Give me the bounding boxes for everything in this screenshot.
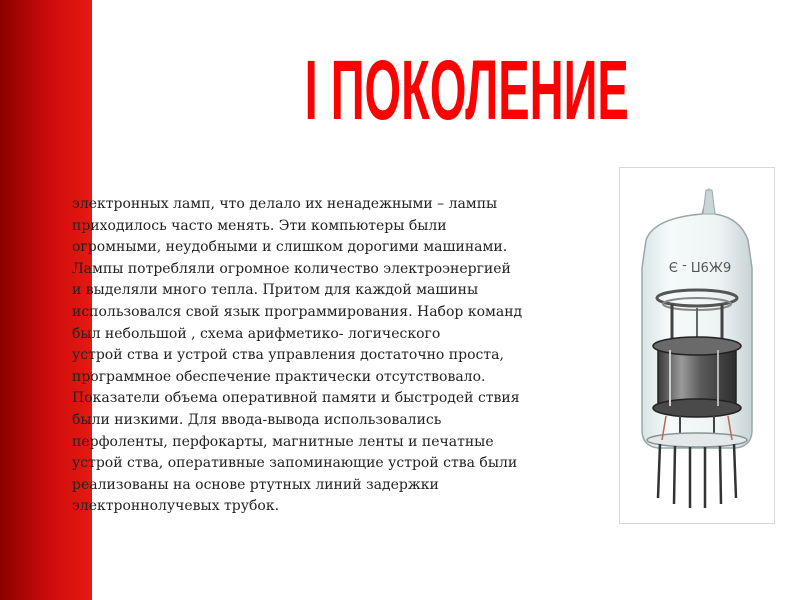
body-line: программное обеспечение практически отсутствовало. bbox=[72, 368, 486, 385]
vacuum-tube-image bbox=[619, 167, 775, 524]
body-line: огромными, неудобными и слишком дорогими машинами. bbox=[72, 239, 508, 256]
body-line: устрой ства и устрой ства управления достаточно проста, bbox=[72, 347, 504, 364]
body-line: электроннолучевых трубок. bbox=[72, 498, 280, 515]
body-line: электронных ламп, что делало их ненадежными – лампы bbox=[72, 196, 498, 212]
body-line: использовался свой язык программирования. Набор команд bbox=[72, 303, 523, 320]
body-line: были низкими. Для ввода-вывода использовались bbox=[72, 411, 442, 428]
body-line: перфоленты, перфокарты, магнитные ленты и печатные bbox=[72, 433, 494, 450]
body-line: приходилось часто менять. Эти компьютеры были bbox=[72, 217, 447, 234]
body-line: Лампы потребляли огромное количество электроэнергией bbox=[72, 260, 511, 277]
svg-text:6Ж9П - Э: 6Ж9П - Э bbox=[668, 258, 732, 273]
body-line: реализованы на основе ртутных линий задержки bbox=[72, 476, 439, 493]
body-text bbox=[72, 194, 632, 518]
slide-title: I ПОКОЛЕНИЕ bbox=[304, 43, 629, 137]
body-line: был небольшой , схема арифметико- логического bbox=[72, 325, 441, 342]
body-line: и выделяли много тепла. Притом для каждой машины bbox=[72, 282, 479, 299]
vacuum-tube-icon bbox=[620, 168, 774, 523]
body-line: Показатели объема оперативной памяти и быстродей ствия bbox=[72, 390, 520, 407]
body-line: устрой ства, оперативные запоминающие устрой ства были bbox=[72, 455, 518, 472]
